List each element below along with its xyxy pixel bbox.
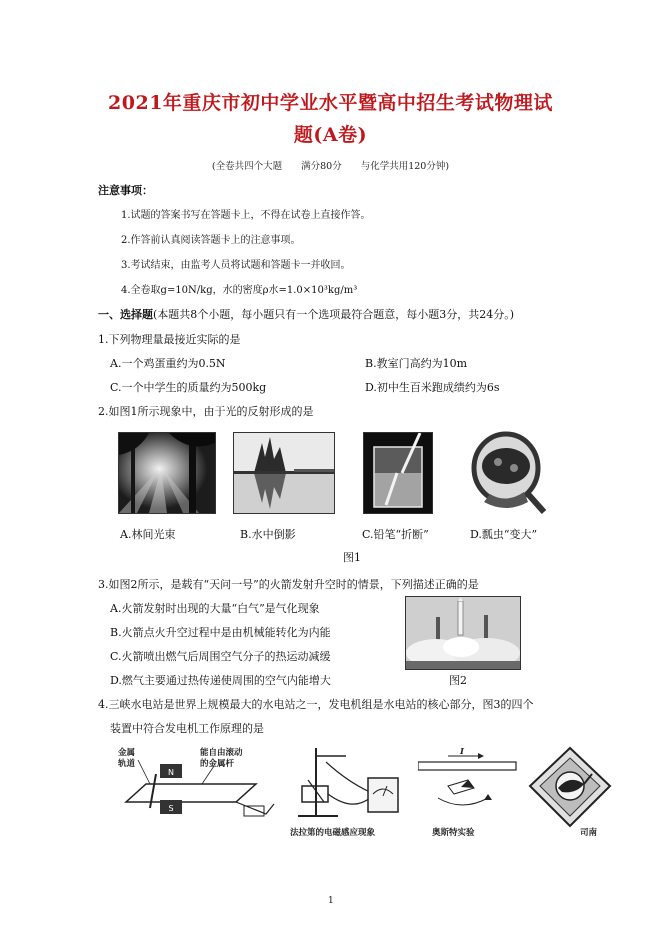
figure-2-label: 图2 bbox=[449, 674, 467, 687]
question-1-stem: 1.下列物理量最接近实际的是 bbox=[98, 333, 241, 346]
oersted-diagram bbox=[418, 746, 518, 816]
question-1-option-c: C.一个中学生的质量约为500kg bbox=[110, 381, 267, 394]
faraday-caption: 法拉第的电磁感应现象 bbox=[290, 828, 376, 838]
question-1-option-d: D.初中生百米跑成绩约为6s bbox=[365, 381, 500, 394]
question-3-option-d: D.燃气主要通过热传递使周围的空气内能增大 bbox=[110, 674, 331, 687]
magnet-s-label: S bbox=[168, 804, 174, 813]
forest-light-photo bbox=[118, 432, 216, 514]
exam-subtitle: (全卷共四个大题 满分80分 与化学共用120分钟) bbox=[211, 161, 450, 172]
question-2-option-c: C.铅笔“折断” bbox=[362, 528, 429, 541]
notes-item-1: 1.试题的答案书写在答题卡上，不得在试卷上直接作答。 bbox=[121, 210, 371, 221]
question-3-option-b: B.火箭点火升空过程中是由机械能转化为内能 bbox=[110, 626, 331, 639]
pencil-in-water-photo bbox=[363, 432, 433, 514]
page-number: 1 bbox=[328, 896, 334, 906]
question-3-option-a: A.火箭发射时出现的大量“白气”是气化现象 bbox=[110, 602, 320, 615]
notes-item-4: 4.全卷取g=10N/kg，水的密度ρ水=1.0×10³kg/m³ bbox=[121, 285, 358, 296]
notes-item-2: 2.作答前认真阅读答题卡上的注意事项。 bbox=[121, 235, 301, 246]
question-4-stem-line2: 装置中符合发电机工作原理的是 bbox=[110, 722, 264, 735]
question-3-stem: 3.如图2所示，是载有“天问一号”的火箭发射升空时的情景，下列描述正确的是 bbox=[98, 578, 479, 591]
notes-heading: 注意事项： bbox=[98, 184, 153, 197]
notes-item-3: 3.考试结束，由监考人员将试题和答题卡一并收回。 bbox=[121, 260, 351, 271]
oersted-caption: 奥斯特实验 bbox=[432, 828, 475, 838]
current-label: I bbox=[460, 747, 464, 757]
question-3-option-c: C.火箭喷出燃气后周围空气分子的热运动减缓 bbox=[110, 650, 331, 663]
sinan-caption: 司南 bbox=[580, 828, 598, 838]
section-1-instructions: (本题共8个小题，每小题只有一个选项最符合题意，每小题3分，共24分。) bbox=[153, 308, 515, 321]
question-2-option-b: B.水中倒影 bbox=[240, 528, 296, 541]
water-reflection-photo bbox=[233, 432, 335, 514]
faraday-induction-diagram bbox=[288, 742, 406, 838]
section-1-header bbox=[98, 306, 514, 322]
exam-title-line2: 题(A卷) bbox=[293, 124, 368, 146]
question-2-stem: 2.如图1所示现象中，由于光的反射形成的是 bbox=[98, 405, 314, 418]
magnet-n-label: N bbox=[168, 768, 174, 777]
question-1-option-a: A.一个鸡蛋重约为0.5N bbox=[110, 357, 226, 370]
exam-title-line1: 2021年重庆市初中学业水平暨高中招生考试物理试 bbox=[108, 92, 553, 114]
rolling-rod-caption: 能自由滚动 的金属杆 bbox=[200, 748, 243, 769]
section-1-label: 一、选择题 bbox=[98, 308, 153, 321]
sinan-compass-diagram bbox=[528, 744, 612, 834]
question-2-option-a: A.林间光束 bbox=[120, 528, 176, 541]
question-2-option-d: D.瓢虫“变大” bbox=[470, 528, 538, 541]
magnifier-ladybug-photo bbox=[468, 428, 548, 514]
metal-rail-caption: 金属 轨道 bbox=[118, 748, 136, 769]
figure-1-label: 图1 bbox=[343, 551, 361, 564]
rocket-launch-photo bbox=[405, 596, 521, 670]
question-4-stem-line1: 4.三峡水电站是世界上规模最大的水电站之一，发电机组是水电站的核心部分，图3的四个 bbox=[98, 698, 534, 711]
question-1-option-b: B.教室门高约为10m bbox=[365, 357, 468, 370]
